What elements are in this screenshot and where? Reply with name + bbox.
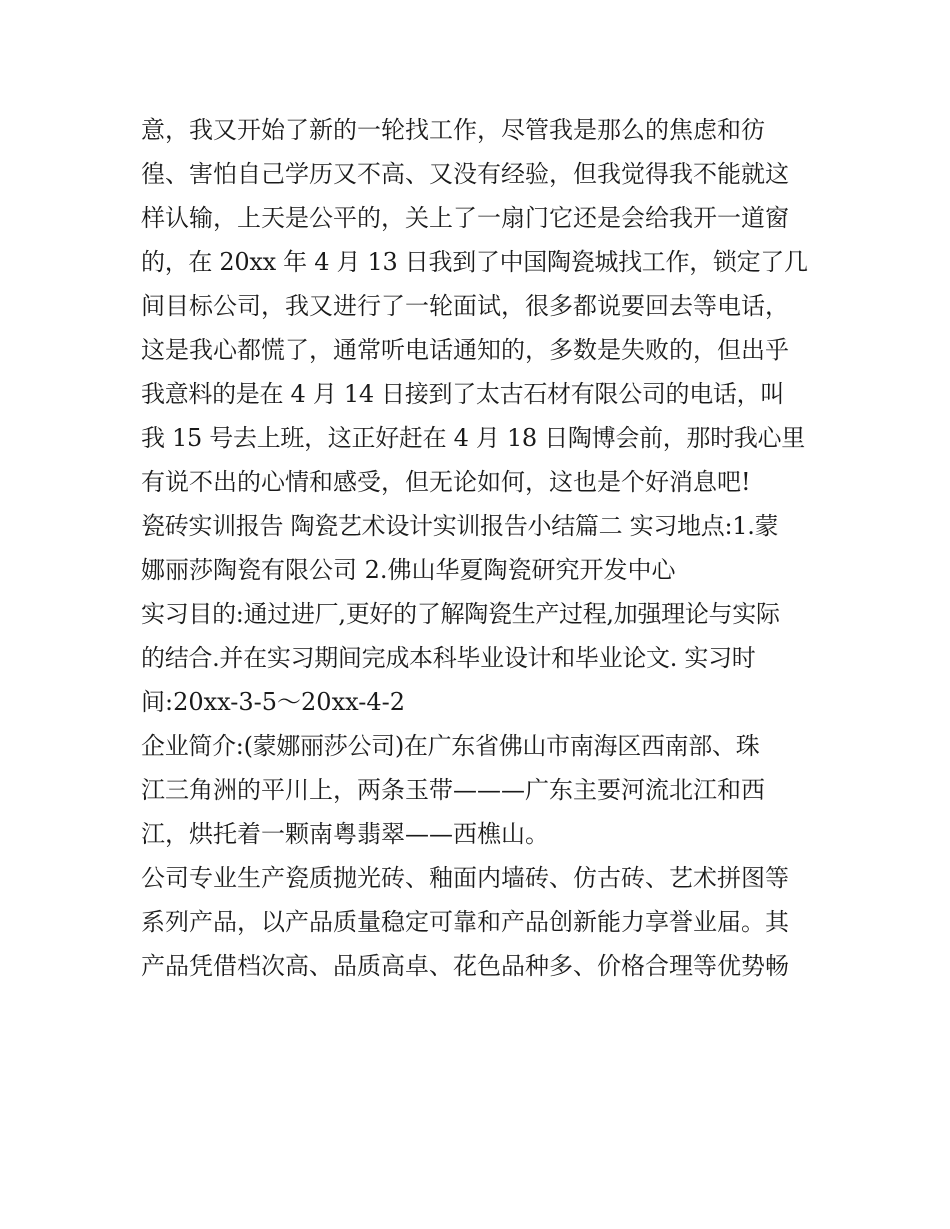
text-line-16: 江三角洲的平川上，两条玉带———广东主要河流北江和西	[141, 776, 765, 804]
text-line-10: 瓷砖实训报告 陶瓷艺术设计实训报告小结篇二 实习地点:1.蒙	[141, 512, 779, 540]
text-line-11: 娜丽莎陶瓷有限公司 2.佛山华夏陶瓷研究开发中心	[141, 556, 676, 584]
text-line-3: 样认输，上天是公平的，关上了一扇门它还是会给我开一道窗	[141, 204, 789, 232]
document-body	[141, 108, 821, 988]
text-line-19: 系列产品，以产品质量稳定可靠和产品创新能力享誉业届。其	[141, 908, 789, 936]
text-line-5: 间目标公司，我又进行了一轮面试，很多都说要回去等电话，	[141, 292, 789, 320]
text-line-15: 企业简介:(蒙娜丽莎公司)在广东省佛山市南海区西南部、珠	[141, 732, 760, 760]
text-line-18: 公司专业生产瓷质抛光砖、釉面内墙砖、仿古砖、艺术拼图等	[141, 864, 789, 892]
text-line-9: 有说不出的心情和感受，但无论如何，这也是个好消息吧!	[141, 468, 751, 496]
text-line-14: 间:20xx-3-5～20xx-4-2	[141, 688, 405, 716]
text-line-2: 徨、害怕自己学历又不高、又没有经验，但我觉得我不能就这	[141, 160, 789, 188]
text-line-13: 的结合.并在实习期间完成本科毕业设计和毕业论文. 实习时	[141, 644, 756, 672]
text-line-17: 江，烘托着一颗南粤翡翠——西樵山。	[141, 820, 549, 848]
text-line-8: 我 15 号去上班，这正好赶在 4 月 18 日陶博会前，那时我心里	[141, 424, 805, 452]
text-line-20: 产品凭借档次高、品质高卓、花色品种多、价格合理等优势畅	[141, 952, 789, 980]
text-line-7: 我意料的是在 4 月 14 日接到了太古石材有限公司的电话，叫	[141, 380, 785, 408]
text-line-4: 的，在 20xx 年 4 月 13 日我到了中国陶瓷城找工作，锁定了几	[141, 248, 808, 276]
text-line-1: 意，我又开始了新的一轮找工作，尽管我是那么的焦虑和彷	[141, 116, 765, 144]
text-line-12: 实习目的:通过进厂,更好的了解陶瓷生产过程,加强理论与实际	[141, 600, 780, 628]
text-line-6: 这是我心都慌了，通常听电话通知的，多数是失败的，但出乎	[141, 336, 789, 364]
